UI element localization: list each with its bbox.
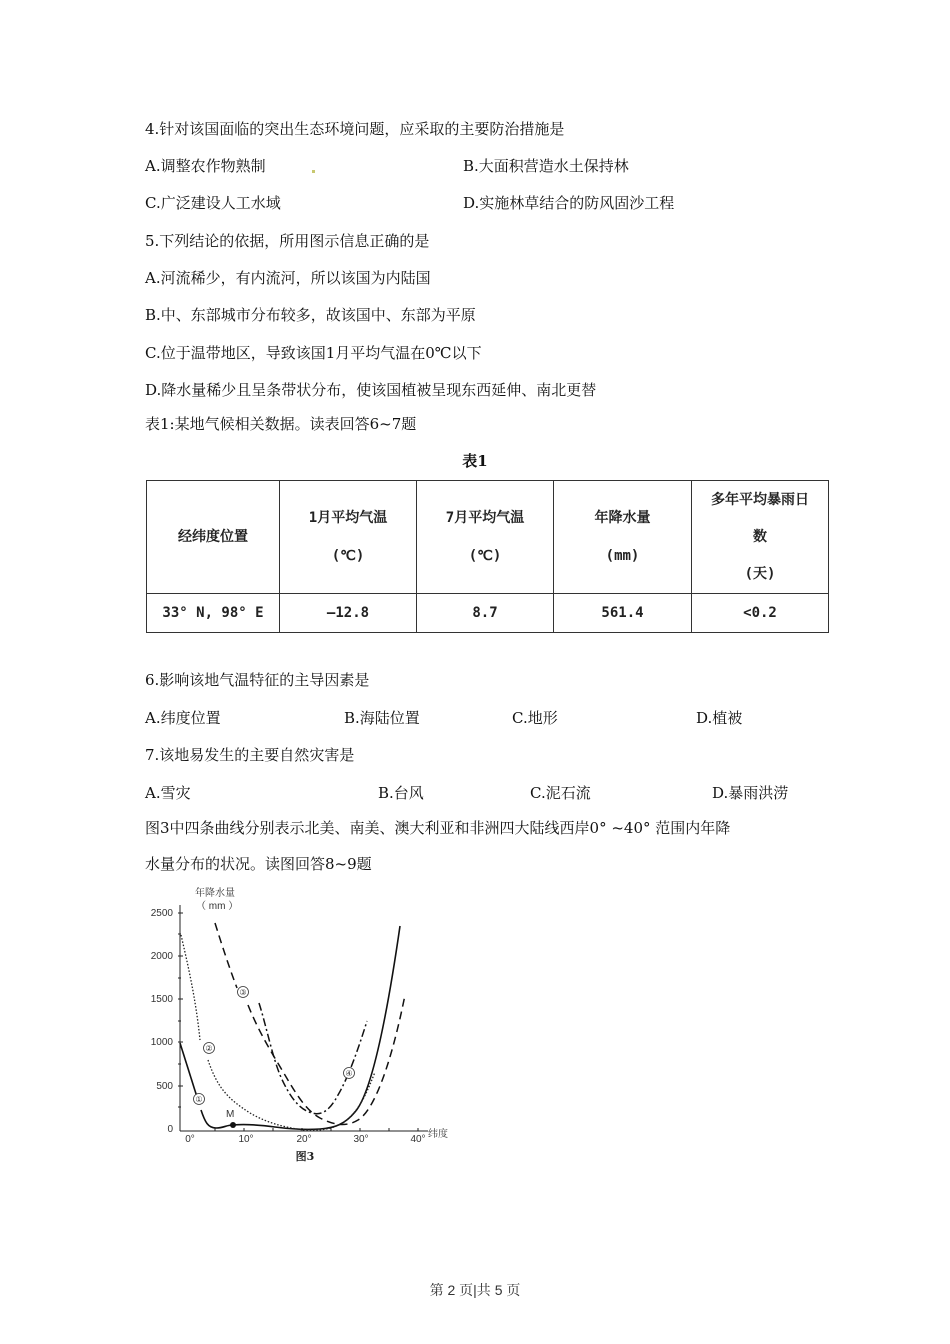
header-precip: 年降水量 (mm) bbox=[554, 481, 692, 594]
x-tick-label: 20° bbox=[296, 1134, 312, 1145]
q5-option-a: A.河流稀少，有内流河，所以该国为内陆国 bbox=[145, 269, 431, 287]
curve-2 bbox=[181, 935, 200, 1040]
y-tick-label: 0 bbox=[167, 1124, 173, 1135]
y-tick-label: 2000 bbox=[150, 951, 173, 962]
curve-4-label bbox=[344, 1068, 355, 1079]
point-m-label: M bbox=[226, 1109, 235, 1120]
table-header-row bbox=[147, 481, 829, 594]
precipitation-chart bbox=[140, 880, 460, 1170]
svg-text:④: ④ bbox=[345, 1069, 353, 1078]
table-row bbox=[147, 594, 829, 633]
curve-1 bbox=[180, 1043, 197, 1097]
header-rainstorm-days: 多年平均暴雨日 数 (天) bbox=[692, 481, 829, 594]
x-tick-label: 10° bbox=[238, 1134, 254, 1145]
q6-option-d: D.植被 bbox=[696, 709, 743, 727]
y-tick-label: 500 bbox=[156, 1081, 173, 1092]
q6-stem: 6.影响该地气温特征的主导因素是 bbox=[145, 671, 370, 689]
q4-option-a: A.调整农作物熟制 bbox=[145, 157, 266, 175]
y-tick-label: 1000 bbox=[150, 1037, 173, 1048]
x-axis-label: 纬度 bbox=[428, 1129, 448, 1140]
q4-stem: 4.针对该国面临的突出生态环境问题，应采取的主要防治措施是 bbox=[145, 120, 565, 138]
stray-dot bbox=[312, 170, 315, 173]
y-axis-unit: （ mm ） bbox=[196, 901, 239, 912]
q5-stem: 5.下列结论的依据，所用图示信息正确的是 bbox=[145, 232, 430, 250]
q6-option-b: B.海陆位置 bbox=[344, 709, 420, 727]
cell-jul-temp: 8.7 bbox=[417, 594, 554, 633]
table-intro: 表1:某地气候相关数据。读表回答6~7题 bbox=[145, 415, 417, 433]
q7-option-c: C.泥石流 bbox=[530, 784, 591, 802]
q6-option-a: A.纬度位置 bbox=[145, 709, 221, 727]
page-footer: 第 2 页|共 5 页 bbox=[429, 1282, 521, 1298]
q5-option-b: B.中、东部城市分布较多，故该国中、东部为平原 bbox=[145, 306, 476, 324]
q7-option-b: B.台风 bbox=[378, 784, 424, 802]
cell-rainstorm-days: <0.2 bbox=[692, 594, 829, 633]
q7-option-d: D.暴雨洪涝 bbox=[712, 784, 789, 802]
curve-2-label bbox=[204, 1043, 215, 1054]
figure-intro-2: 水量分布的状况。读图回答8~9题 bbox=[145, 855, 372, 873]
figure-intro-1: 图3中四条曲线分别表示北美、南美、澳大利亚和非洲四大陆线西岸0° ~40° 范围内年降 bbox=[145, 819, 731, 837]
header-location: 经纬度位置 bbox=[147, 481, 280, 594]
curve-3 bbox=[215, 923, 237, 988]
header-jan-temp: 1月平均气温 (℃) bbox=[280, 481, 417, 594]
table-caption: 表1 bbox=[462, 452, 488, 470]
y-tick-label: 2500 bbox=[150, 908, 173, 919]
q7-stem: 7.该地易发生的主要自然灾害是 bbox=[145, 746, 355, 764]
q4-option-d: D.实施林草结合的防风固沙工程 bbox=[463, 194, 675, 212]
curve-3-continued bbox=[248, 995, 405, 1124]
curve-3-label bbox=[238, 987, 249, 998]
svg-text:③: ③ bbox=[239, 988, 247, 997]
x-tick-label: 0° bbox=[185, 1134, 195, 1145]
cell-jan-temp: —12.8 bbox=[280, 594, 417, 633]
point-m bbox=[230, 1122, 236, 1128]
y-tick-label: 1500 bbox=[150, 994, 173, 1005]
y-axis-label: 年降水量 bbox=[195, 888, 235, 899]
q5-option-d: D.降水量稀少且呈条带状分布，使该国植被呈现东西延伸、南北更替 bbox=[145, 381, 597, 399]
svg-text:①: ① bbox=[195, 1095, 203, 1104]
header-jul-temp: 7月平均气温 (℃) bbox=[417, 481, 554, 594]
svg-text:②: ② bbox=[205, 1044, 213, 1053]
cell-precip: 561.4 bbox=[554, 594, 692, 633]
q5-option-c: C.位于温带地区，导致该国1月平均气温在0℃以下 bbox=[145, 344, 482, 362]
cell-location: 33° N, 98° E bbox=[147, 594, 280, 633]
x-tick-label: 40° bbox=[410, 1134, 426, 1145]
figure-caption: 图3 bbox=[295, 1150, 315, 1163]
q6-option-c: C.地形 bbox=[512, 709, 558, 727]
x-tick-label: 30° bbox=[353, 1134, 369, 1145]
curve-1-label bbox=[194, 1094, 205, 1105]
q4-option-b: B.大面积营造水土保持林 bbox=[463, 157, 629, 175]
q4-option-c: C.广泛建设人工水域 bbox=[145, 194, 281, 212]
climate-table bbox=[146, 480, 829, 633]
q7-option-a: A.雪灾 bbox=[145, 784, 191, 802]
